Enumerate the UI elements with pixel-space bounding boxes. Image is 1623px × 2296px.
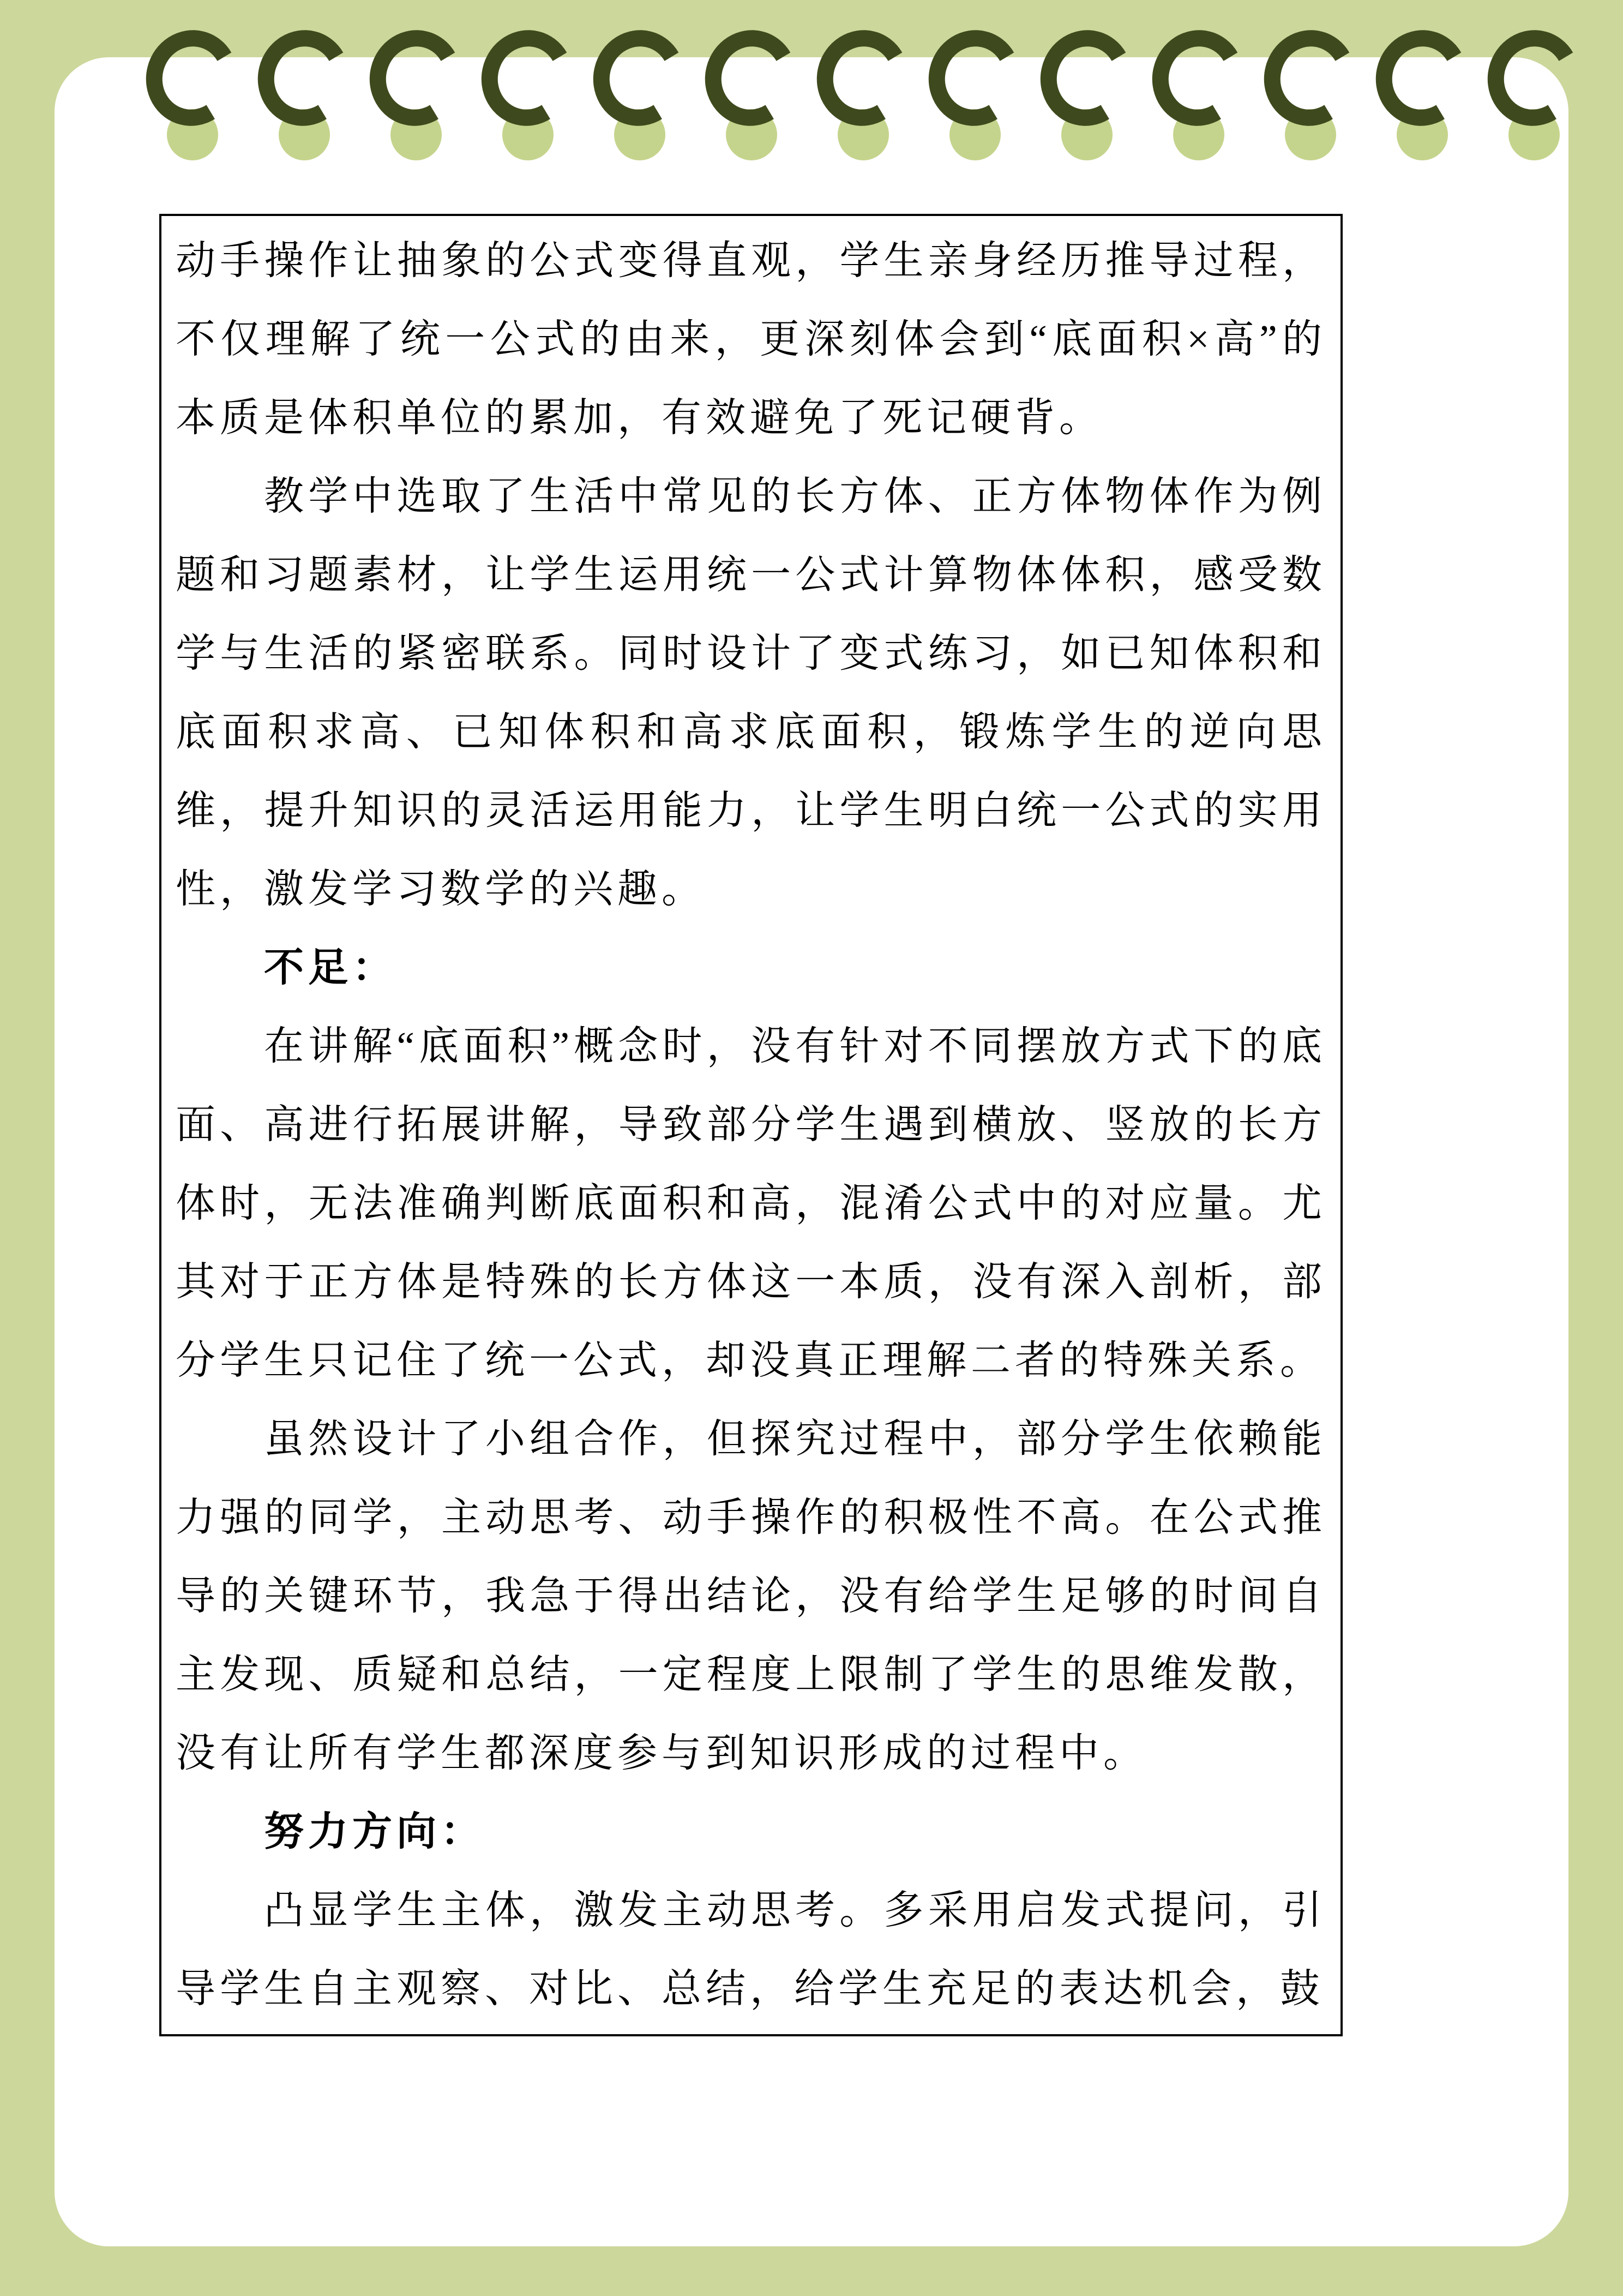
spiral-ring-c-icon (1254, 20, 1366, 135)
spiral-ring-icon (370, 30, 461, 194)
spiral-ring-c-icon (807, 20, 919, 135)
spiral-ring-icon (593, 30, 685, 194)
spiral-ring-icon (1264, 30, 1356, 194)
spiral-binding (0, 0, 1623, 218)
spiral-ring-icon (817, 30, 909, 194)
spiral-ring-icon (1376, 30, 1468, 194)
spiral-ring-icon (146, 30, 238, 194)
paragraph-body: 在讲解“底面积”概念时，没有针对不同摆放方式下的底面、高进行拓展讲解，导致部分学生遇到横放、竖放的长方体时，无法准确判断底面积和高，混淆公式中的对应量。尤其对于正方体是特殊的长方体这一本质，没有深入剖析，部分学生只记住了统一公式，却没真正理解二者的特殊关系。 (176, 1024, 1326, 1382)
spiral-ring-c-icon (471, 20, 584, 135)
spiral-ring-c-icon (1477, 20, 1590, 135)
paragraph-body: 教学中选取了生活中常见的长方体、正方体物体作为例题和习题素材，让学生运用统一公式计算物体体积，感受数学与生活的紧密联系。同时设计了变式练习，如已知体积和底面积求高、已知体积和高求底面积，锻炼学生的逆向思维，提升知识的灵活运用能力，让学生明白统一公式的实用性，激发学习数学的兴趣。 (176, 474, 1326, 911)
spiral-ring-icon (482, 30, 573, 194)
spiral-ring-c-icon (1366, 20, 1478, 135)
spiral-ring-c-icon (136, 20, 248, 135)
spiral-ring-icon (1152, 30, 1244, 194)
spiral-ring-c-icon (1030, 20, 1143, 135)
spiral-ring-icon (1041, 30, 1132, 194)
spiral-ring-icon (929, 30, 1020, 194)
spiral-ring-c-icon (1142, 20, 1254, 135)
spiral-ring-c-icon (248, 20, 360, 135)
paragraph-body: 动手操作让抽象的公式变得直观，学生亲身经历推导过程，不仅理解了统一公式的由来，更深刻体会到“底面积×高”的本质是体积单位的累加，有效避免了死记硬背。 (176, 238, 1326, 440)
paragraph-body: 凸显学生主体，激发主动思考。多采用启发式提问，引导学生自主观察、对比、总结，给学生充足的表达机会，鼓 (176, 1888, 1326, 2011)
spiral-ring-icon (258, 30, 350, 194)
spiral-ring-c-icon (918, 20, 1031, 135)
spiral-ring-c-icon (695, 20, 807, 135)
paragraph-body: 虽然设计了小组合作，但探究过程中，部分学生依赖能力强的同学，主动思考、动手操作的积极性不高。在公式推导的关键环节，我急于得出结论，没有给学生足够的时间自主发现、质疑和总结，一定程度上限制了学生的思维发散，没有让所有学生都深度参与到知识形成的过程中。 (176, 1417, 1326, 1775)
content-box (159, 214, 1343, 2036)
heading-shortcomings: 不足： (264, 945, 396, 990)
spiral-ring-c-icon (359, 20, 472, 135)
spiral-ring-c-icon (583, 20, 695, 135)
spiral-ring-icon (705, 30, 797, 194)
heading-effort-direction: 努力方向： (264, 1809, 485, 1854)
spiral-ring-icon (1488, 30, 1579, 194)
